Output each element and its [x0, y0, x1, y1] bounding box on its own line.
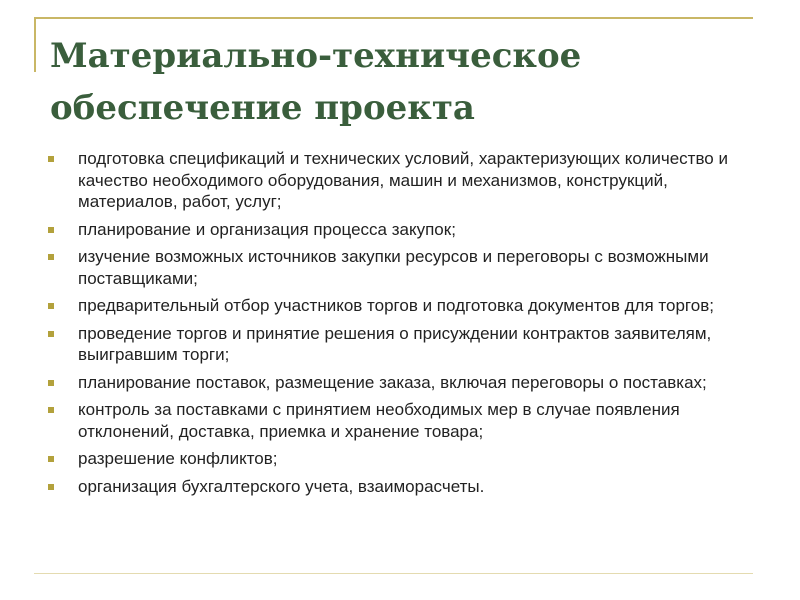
bullet-text: планирование поставок, размещение заказа, включая переговоры о поставках;	[78, 372, 707, 392]
slide-title: Материально-техническое обеспечение проекта	[50, 36, 582, 128]
bullet-item	[48, 323, 738, 366]
frame-left-line	[34, 17, 36, 72]
square-bullet-icon	[48, 380, 54, 386]
bullet-item	[48, 399, 738, 442]
bullet-text: планирование и организация процесса закупок;	[78, 219, 456, 239]
bullet-text: изучение возможных источников закупки ресурсов и переговоры с возможными поставщиками;	[78, 247, 709, 288]
frame-top-line	[34, 17, 753, 19]
bullet-text: организация бухгалтерского учета, взаиморасчеты.	[78, 476, 485, 496]
frame-bottom-line	[34, 573, 753, 574]
square-bullet-icon	[48, 254, 54, 260]
square-bullet-icon	[48, 303, 54, 309]
bullet-item	[48, 148, 738, 213]
bullet-list	[48, 148, 738, 503]
bullet-item	[48, 476, 738, 498]
bullet-text: разрешение конфликтов;	[78, 449, 278, 468]
bullet-text: контроль за поставками с принятием необходимых мер в случае появления отклонений, доставка, приемка и хранение товара;	[78, 400, 680, 441]
square-bullet-icon	[48, 331, 54, 337]
bullet-item	[48, 246, 738, 289]
square-bullet-icon	[48, 156, 54, 162]
bullet-item	[48, 295, 738, 317]
square-bullet-icon	[48, 456, 54, 462]
bullet-item	[48, 448, 738, 470]
bullet-text: предварительный отбор участников торгов и подготовка документов для торгов;	[78, 296, 714, 315]
bullet-item	[48, 372, 738, 394]
square-bullet-icon	[48, 227, 54, 233]
bullet-text: подготовка спецификаций и технических условий, характеризующих количество и качество необходимого оборудования, машин и механизмов, конструкций, материалов, работ, услуг;	[78, 149, 728, 211]
bullet-text: проведение торгов и принятие решения о присуждении контрактов заявителям, выигравшим торги;	[78, 323, 712, 364]
bullet-item	[48, 219, 738, 241]
square-bullet-icon	[48, 484, 54, 490]
square-bullet-icon	[48, 407, 54, 413]
